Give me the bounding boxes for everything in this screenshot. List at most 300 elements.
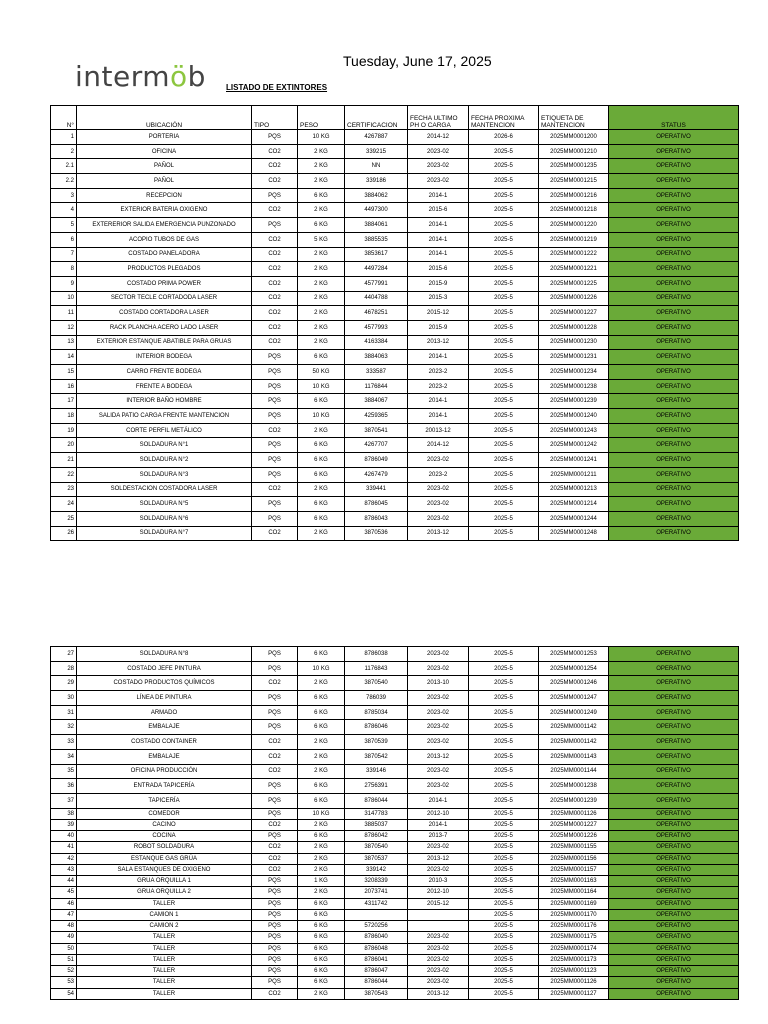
cell-maintenance-label: 2025MM0001176: [539, 921, 609, 932]
cell-next-maintenance: 2025-5: [469, 409, 539, 424]
cell-maintenance-label: 2025MM0001126: [539, 808, 609, 819]
table-row: [51, 482, 739, 497]
cell-next-maintenance: 2025-5: [469, 966, 539, 977]
cell-number: 19: [51, 423, 77, 438]
cell-last-charge: 2014-1: [408, 394, 469, 409]
cell-type: PQS: [252, 909, 298, 920]
cell-weight: 2 KG: [298, 262, 345, 277]
cell-location: INTERIOR BAÑO HOMBRE: [77, 394, 252, 409]
cell-next-maintenance: 2025-5: [469, 247, 539, 262]
cell-last-charge: 2015-6: [408, 262, 469, 277]
cell-weight: 2 KG: [298, 988, 345, 999]
table-row: [51, 365, 739, 380]
cell-certification: 4267479: [345, 467, 408, 482]
cell-certification: 8786042: [345, 831, 408, 842]
cell-status: OPERATIVO: [609, 898, 739, 909]
cell-weight: 5 KG: [298, 232, 345, 247]
cell-location: SOLDESTACION COSTADORA LASER: [77, 482, 252, 497]
cell-next-maintenance: 2025-5: [469, 898, 539, 909]
cell-status: OPERATIVO: [609, 647, 739, 662]
cell-type: CO2: [252, 842, 298, 853]
cell-type: PQS: [252, 966, 298, 977]
cell-weight: 2 KG: [298, 842, 345, 853]
cell-maintenance-label: 2025MM0001219: [539, 232, 609, 247]
cell-number: 36: [51, 779, 77, 794]
table-row: [51, 898, 739, 909]
column-header-certification: CERTIFICACION: [345, 106, 408, 130]
cell-maintenance-label: 2025MM0001227: [539, 819, 609, 830]
cell-certification: 339186: [345, 174, 408, 189]
cell-type: PQS: [252, 438, 298, 453]
cell-type: CO2: [252, 276, 298, 291]
cell-maintenance-label: 2025MM0001253: [539, 647, 609, 662]
logo-text-prefix: interm: [75, 60, 171, 93]
table-row: [51, 831, 739, 842]
column-header-last-charge: FECHA ULTIMO PH O CARGA: [408, 106, 469, 130]
cell-next-maintenance: 2025-5: [469, 988, 539, 999]
cell-next-maintenance: 2025-5: [469, 932, 539, 943]
cell-weight: 2 KG: [298, 676, 345, 691]
cell-last-charge: 2023-02: [408, 977, 469, 988]
cell-type: PQS: [252, 409, 298, 424]
cell-location: EXTERERIOR SALIDA EMERGENCIA PUNZONADO: [77, 218, 252, 233]
table-row: [51, 647, 739, 662]
cell-certification: 3870539: [345, 735, 408, 750]
cell-next-maintenance: 2025-5: [469, 793, 539, 808]
cell-status: OPERATIVO: [609, 247, 739, 262]
cell-next-maintenance: 2025-5: [469, 749, 539, 764]
cell-status: OPERATIVO: [609, 409, 739, 424]
column-header-status: STATUS: [609, 106, 739, 130]
cell-status: OPERATIVO: [609, 526, 739, 541]
cell-type: CO2: [252, 291, 298, 306]
cell-number: 13: [51, 335, 77, 350]
cell-certification: 3884063: [345, 350, 408, 365]
cell-status: OPERATIVO: [609, 218, 739, 233]
table-row: [51, 954, 739, 965]
cell-next-maintenance: 2025-5: [469, 779, 539, 794]
cell-type: CO2: [252, 262, 298, 277]
cell-status: OPERATIVO: [609, 320, 739, 335]
table-header-row: [51, 106, 739, 130]
cell-weight: 6 KG: [298, 438, 345, 453]
cell-next-maintenance: 2025-5: [469, 921, 539, 932]
cell-next-maintenance: 2025-5: [469, 864, 539, 875]
cell-maintenance-label: 2025MM0001211: [539, 467, 609, 482]
cell-certification: 3884061: [345, 218, 408, 233]
cell-last-charge: 2023-02: [408, 174, 469, 189]
cell-certification: 4267707: [345, 438, 408, 453]
table-row: [51, 864, 739, 875]
cell-last-charge: 2023-02: [408, 954, 469, 965]
cell-location: ENTRADA TAPICERÍA: [77, 779, 252, 794]
cell-last-charge: 2014-1: [408, 793, 469, 808]
cell-status: OPERATIVO: [609, 453, 739, 468]
cell-type: CO2: [252, 676, 298, 691]
table-row: [51, 853, 739, 864]
cell-location: TALLER: [77, 988, 252, 999]
cell-number: 28: [51, 661, 77, 676]
cell-type: PQS: [252, 379, 298, 394]
cell-number: 31: [51, 705, 77, 720]
table-row: [51, 749, 739, 764]
cell-weight: 10 KG: [298, 130, 345, 145]
cell-maintenance-label: 2025MM0001216: [539, 188, 609, 203]
cell-status: OPERATIVO: [609, 661, 739, 676]
cell-next-maintenance: 2025-5: [469, 808, 539, 819]
table-row: [51, 350, 739, 365]
table-row: [51, 909, 739, 920]
cell-location: COSTADO PRIMA POWER: [77, 276, 252, 291]
cell-last-charge: 2012-10: [408, 808, 469, 819]
cell-number: 35: [51, 764, 77, 779]
cell-certification: 8786049: [345, 453, 408, 468]
cell-maintenance-label: 2025MM0001231: [539, 350, 609, 365]
logo-text-suffix: b: [187, 60, 206, 93]
cell-last-charge: 2023-2: [408, 365, 469, 380]
cell-next-maintenance: 2025-5: [469, 453, 539, 468]
cell-number: 53: [51, 977, 77, 988]
cell-certification: 4404788: [345, 291, 408, 306]
cell-maintenance-label: 2025MM0001214: [539, 497, 609, 512]
cell-status: OPERATIVO: [609, 379, 739, 394]
cell-next-maintenance: 2025-5: [469, 977, 539, 988]
table-row: [51, 511, 739, 526]
cell-weight: 2 KG: [298, 159, 345, 174]
cell-last-charge: 2023-02: [408, 144, 469, 159]
cell-status: OPERATIVO: [609, 291, 739, 306]
cell-location: FRENTE A BODEGA: [77, 379, 252, 394]
cell-type: PQS: [252, 831, 298, 842]
cell-last-charge: 2023-02: [408, 453, 469, 468]
cell-type: PQS: [252, 218, 298, 233]
cell-last-charge: 2013-10: [408, 676, 469, 691]
cell-certification: 4678251: [345, 306, 408, 321]
cell-location: RECEPCION: [77, 188, 252, 203]
cell-number: 46: [51, 898, 77, 909]
cell-certification: 333587: [345, 365, 408, 380]
cell-maintenance-label: 2025MM0001238: [539, 779, 609, 794]
cell-type: CO2: [252, 144, 298, 159]
cell-certification: 3884062: [345, 188, 408, 203]
cell-number: 4: [51, 203, 77, 218]
cell-next-maintenance: 2025-5: [469, 831, 539, 842]
cell-next-maintenance: 2025-5: [469, 232, 539, 247]
cell-weight: 6 KG: [298, 705, 345, 720]
cell-certification: 4311742: [345, 898, 408, 909]
cell-next-maintenance: 2025-5: [469, 144, 539, 159]
cell-location: SOLDADURA N°2: [77, 453, 252, 468]
table-row: [51, 988, 739, 999]
cell-number: 2: [51, 144, 77, 159]
cell-status: OPERATIVO: [609, 306, 739, 321]
cell-status: OPERATIVO: [609, 887, 739, 898]
cell-status: OPERATIVO: [609, 676, 739, 691]
cell-next-maintenance: 2025-5: [469, 676, 539, 691]
extinguisher-table-2: [50, 646, 739, 1000]
cell-number: 26: [51, 526, 77, 541]
cell-maintenance-label: 2025MM0001242: [539, 438, 609, 453]
cell-next-maintenance: 2025-5: [469, 954, 539, 965]
cell-next-maintenance: 2025-5: [469, 511, 539, 526]
cell-maintenance-label: 2025MM0001227: [539, 306, 609, 321]
cell-status: OPERATIVO: [609, 497, 739, 512]
cell-status: OPERATIVO: [609, 876, 739, 887]
cell-certification: 8786040: [345, 932, 408, 943]
cell-last-charge: 2013-7: [408, 831, 469, 842]
cell-next-maintenance: 2025-5: [469, 394, 539, 409]
cell-location: TALLER: [77, 932, 252, 943]
cell-next-maintenance: 2025-5: [469, 909, 539, 920]
column-header-type: TIPO: [252, 106, 298, 130]
cell-location: TALLER: [77, 954, 252, 965]
cell-weight: 10 KG: [298, 808, 345, 819]
cell-weight: 10 KG: [298, 409, 345, 424]
cell-maintenance-label: 2025MM0001123: [539, 966, 609, 977]
cell-last-charge: 2013-12: [408, 988, 469, 999]
cell-next-maintenance: 2025-5: [469, 276, 539, 291]
cell-type: CO2: [252, 247, 298, 262]
cell-certification: 8786043: [345, 511, 408, 526]
cell-weight: 6 KG: [298, 898, 345, 909]
cell-next-maintenance: 2025-5: [469, 720, 539, 735]
cell-number: 1: [51, 130, 77, 145]
cell-last-charge: 2023-2: [408, 379, 469, 394]
cell-last-charge: 2010-3: [408, 876, 469, 887]
cell-last-charge: 2012-10: [408, 887, 469, 898]
cell-weight: 6 KG: [298, 779, 345, 794]
cell-maintenance-label: 2025MM0001228: [539, 320, 609, 335]
cell-last-charge: 2023-02: [408, 932, 469, 943]
cell-last-charge: 2023-02: [408, 159, 469, 174]
cell-last-charge: 2023-02: [408, 482, 469, 497]
cell-weight: 6 KG: [298, 831, 345, 842]
cell-weight: 6 KG: [298, 647, 345, 662]
cell-status: OPERATIVO: [609, 831, 739, 842]
cell-location: SOLDADURA N°1: [77, 438, 252, 453]
cell-location: SOLDADURA N°7: [77, 526, 252, 541]
table-row: [51, 842, 739, 853]
table-row: [51, 676, 739, 691]
cell-maintenance-label: 2025MM0001143: [539, 749, 609, 764]
cell-type: PQS: [252, 943, 298, 954]
cell-type: CO2: [252, 159, 298, 174]
table-row: [51, 218, 739, 233]
cell-last-charge: 2014-1: [408, 247, 469, 262]
cell-number: 5: [51, 218, 77, 233]
cell-location: SOLDADURA N°3: [77, 467, 252, 482]
cell-number: 54: [51, 988, 77, 999]
cell-certification: 4259365: [345, 409, 408, 424]
cell-number: 25: [51, 511, 77, 526]
cell-last-charge: 2023-2: [408, 467, 469, 482]
column-header-number: N°: [51, 106, 77, 130]
cell-type: PQS: [252, 779, 298, 794]
cell-location: CARRO FRENTE BODEGA: [77, 365, 252, 380]
cell-type: CO2: [252, 203, 298, 218]
table-row: [51, 705, 739, 720]
cell-weight: 2 KG: [298, 291, 345, 306]
cell-maintenance-label: 2025MM0001144: [539, 764, 609, 779]
cell-last-charge: 2013-12: [408, 526, 469, 541]
cell-last-charge: 2015-3: [408, 291, 469, 306]
cell-status: OPERATIVO: [609, 705, 739, 720]
cell-type: CO2: [252, 423, 298, 438]
cell-next-maintenance: 2025-5: [469, 320, 539, 335]
cell-next-maintenance: 2025-5: [469, 661, 539, 676]
table-row: [51, 932, 739, 943]
cell-location: CAMION 2: [77, 921, 252, 932]
cell-type: CO2: [252, 320, 298, 335]
cell-weight: 2 KG: [298, 482, 345, 497]
cell-maintenance-label: 2025MM0001142: [539, 720, 609, 735]
cell-weight: 2 KG: [298, 526, 345, 541]
cell-type: PQS: [252, 511, 298, 526]
cell-next-maintenance: 2025-5: [469, 526, 539, 541]
cell-type: CO2: [252, 764, 298, 779]
cell-weight: 2 KG: [298, 735, 345, 750]
cell-number: 22: [51, 467, 77, 482]
cell-last-charge: [408, 921, 469, 932]
cell-certification: 786039: [345, 691, 408, 706]
cell-weight: 1 KG: [298, 876, 345, 887]
cell-last-charge: 2023-02: [408, 966, 469, 977]
cell-maintenance-label: 2025MM0001169: [539, 898, 609, 909]
table-row: [51, 453, 739, 468]
cell-type: PQS: [252, 661, 298, 676]
cell-next-maintenance: 2025-5: [469, 291, 539, 306]
cell-maintenance-label: 2025MM0001155: [539, 842, 609, 853]
cell-last-charge: 2023-02: [408, 943, 469, 954]
cell-number: 52: [51, 966, 77, 977]
table-row: [51, 526, 739, 541]
cell-next-maintenance: 2025-5: [469, 438, 539, 453]
cell-certification: 8786041: [345, 954, 408, 965]
cell-number: 20: [51, 438, 77, 453]
cell-status: OPERATIVO: [609, 423, 739, 438]
cell-last-charge: 2014-1: [408, 409, 469, 424]
cell-weight: 2 KG: [298, 749, 345, 764]
cell-status: OPERATIVO: [609, 943, 739, 954]
cell-number: 50: [51, 943, 77, 954]
cell-maintenance-label: 2025MM0001240: [539, 409, 609, 424]
cell-status: OPERATIVO: [609, 365, 739, 380]
column-header-weight: PESO: [298, 106, 345, 130]
cell-location: EMBALAJE: [77, 720, 252, 735]
table-row: [51, 720, 739, 735]
cell-status: OPERATIVO: [609, 691, 739, 706]
cell-location: GRUA ORQUILLA 1: [77, 876, 252, 887]
cell-last-charge: 2023-02: [408, 691, 469, 706]
cell-maintenance-label: 2025MM0001239: [539, 394, 609, 409]
cell-type: PQS: [252, 705, 298, 720]
table-row: [51, 306, 739, 321]
cell-location: SALIDA PATIO CARGA FRENTE MANTENCION: [77, 409, 252, 424]
cell-maintenance-label: 2025MM0001156: [539, 853, 609, 864]
cell-maintenance-label: 2025MM0001126: [539, 977, 609, 988]
cell-number: 24: [51, 497, 77, 512]
cell-maintenance-label: 2025MM0001248: [539, 526, 609, 541]
cell-certification: 8786044: [345, 793, 408, 808]
cell-status: OPERATIVO: [609, 779, 739, 794]
table-row: [51, 876, 739, 887]
table-row: [51, 793, 739, 808]
cell-number: 17: [51, 394, 77, 409]
cell-number: 47: [51, 909, 77, 920]
table-row: [51, 438, 739, 453]
cell-number: 45: [51, 887, 77, 898]
cell-certification: 4497300: [345, 203, 408, 218]
cell-type: PQS: [252, 921, 298, 932]
cell-last-charge: 2023-02: [408, 864, 469, 875]
cell-location: CAMION 1: [77, 909, 252, 920]
cell-certification: 5720256: [345, 921, 408, 932]
cell-location: ESTANQUE GAS GRÚA: [77, 853, 252, 864]
cell-location: TALLER: [77, 966, 252, 977]
cell-type: PQS: [252, 188, 298, 203]
cell-location: PAÑOL: [77, 174, 252, 189]
cell-status: OPERATIVO: [609, 954, 739, 965]
cell-location: PRODUCTOS PLEGADOS: [77, 262, 252, 277]
cell-certification: 2073741: [345, 887, 408, 898]
cell-status: OPERATIVO: [609, 394, 739, 409]
cell-type: PQS: [252, 954, 298, 965]
cell-maintenance-label: 2025MM0001210: [539, 144, 609, 159]
cell-number: 48: [51, 921, 77, 932]
cell-location: INTERIOR BODEGA: [77, 350, 252, 365]
cell-last-charge: [408, 909, 469, 920]
cell-number: 30: [51, 691, 77, 706]
cell-maintenance-label: 2025MM0001142: [539, 735, 609, 750]
cell-status: OPERATIVO: [609, 144, 739, 159]
cell-location: RACK PLANCHA ACERO LADO LASER: [77, 320, 252, 335]
cell-status: OPERATIVO: [609, 853, 739, 864]
cell-number: 23: [51, 482, 77, 497]
company-logo: [75, 60, 206, 93]
cell-last-charge: 2023-02: [408, 647, 469, 662]
cell-type: CO2: [252, 749, 298, 764]
cell-type: PQS: [252, 793, 298, 808]
cell-maintenance-label: 2025MM0001220: [539, 218, 609, 233]
cell-location: COSTADO CORTADORA LASER: [77, 306, 252, 321]
cell-maintenance-label: 2025MM0001230: [539, 335, 609, 350]
cell-number: 33: [51, 735, 77, 750]
cell-type: PQS: [252, 365, 298, 380]
cell-weight: 2 KG: [298, 764, 345, 779]
cell-status: OPERATIVO: [609, 350, 739, 365]
table-row: [51, 203, 739, 218]
column-header-location: UBICACIÓN: [77, 106, 252, 130]
cell-last-charge: 2013-12: [408, 749, 469, 764]
cell-location: SOLDADURA N°5: [77, 497, 252, 512]
cell-weight: 6 KG: [298, 497, 345, 512]
cell-number: 16: [51, 379, 77, 394]
cell-weight: 6 KG: [298, 350, 345, 365]
cell-next-maintenance: 2025-5: [469, 764, 539, 779]
cell-next-maintenance: 2025-5: [469, 735, 539, 750]
cell-status: OPERATIVO: [609, 188, 739, 203]
cell-status: OPERATIVO: [609, 921, 739, 932]
cell-weight: 2 KG: [298, 320, 345, 335]
cell-last-charge: 2014-1: [408, 819, 469, 830]
cell-last-charge: 2015-6: [408, 203, 469, 218]
table-row: [51, 291, 739, 306]
cell-maintenance-label: 2025MM0001225: [539, 276, 609, 291]
cell-next-maintenance: 2025-5: [469, 203, 539, 218]
cell-type: CO2: [252, 232, 298, 247]
cell-maintenance-label: 2025MM0001221: [539, 262, 609, 277]
cell-weight: 6 KG: [298, 954, 345, 965]
